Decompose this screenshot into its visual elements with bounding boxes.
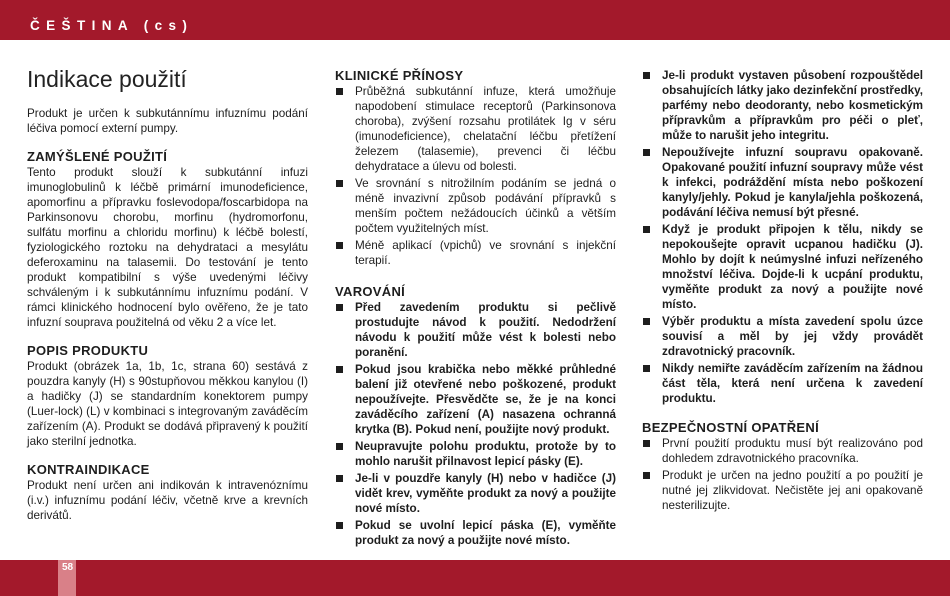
precautions-list	[642, 436, 923, 513]
section-heading-precautions: BEZPEČNOSTNÍ OPATŘENÍ	[642, 420, 819, 435]
section-heading-clinical-benefits: KLINICKÉ PŘÍNOSY	[335, 68, 464, 83]
bullet-square-icon	[643, 365, 650, 372]
warnings-list	[335, 300, 616, 548]
bullet-square-icon	[336, 242, 343, 249]
list-item-text: Nepoužívejte infuzní soupravu opakovaně. Opakované použití infuzní soupravy může vést k infekci, podráždění místa nebo poškození kanyly/jehly. Pokud je kanyla/jehla poškozená, podávání léčiva nemusí být přesné.	[662, 146, 923, 219]
list-item	[642, 145, 923, 220]
list-item	[335, 300, 616, 360]
section-heading-product-description: POPIS PRODUKTU	[27, 343, 149, 358]
warnings-list-continued	[642, 68, 923, 406]
list-item	[642, 468, 923, 513]
intro-text: Produkt je určen k subkutánnímu infuznímu podání léčiva pomocí externí pumpy.	[27, 107, 308, 135]
list-item	[642, 361, 923, 406]
list-item-text: Před zavedením produktu si pečlivě prostudujte návod k použití. Nedodržení návodu k použití může vést k bolesti nebo poranění.	[355, 301, 616, 359]
bullet-square-icon	[643, 149, 650, 156]
clinical-benefits-list	[335, 84, 616, 268]
list-item	[642, 68, 923, 143]
list-item	[642, 222, 923, 312]
list-item-text: Neupravujte polohu produktu, protože by to mohlo narušit přilnavost lepicí pásky (E).	[355, 440, 616, 468]
section-heading-intended-use: ZAMÝŠLENÉ POUŽITÍ	[27, 149, 168, 164]
list-item-text: První použití produktu musí být realizováno pod dohledem zdravotnického pracovníka.	[662, 437, 923, 465]
intended-use-text: Tento produkt slouží k subkutánní infuzi imunoglobulinů k léčbě primární imunodeficience, apomorfinu a přípravku foslevodopa/foscarbidopa na Parkinsonovu chorobu, morfinu (hydromorfonu, sulfátu morfinu a chloridu morfinu) k léčbě bolestí, fyziologického roztoku na dehydrataci a mesylátu deferoxaminu na talasemii. Do testování je tento produkt kompatibilní s výše uvedenými léčivy schváleným i k subkutánnímu infuznímu podání. V rámci klinického hodnocení bylo ověřeno, že je tato infuzní souprava použitelná od věku 2 a více let.	[27, 166, 308, 329]
page-number: 58	[62, 562, 74, 573]
bullet-square-icon	[336, 366, 343, 373]
bullet-square-icon	[336, 88, 343, 95]
column-left	[27, 60, 308, 523]
bullet-square-icon	[643, 472, 650, 479]
bullet-square-icon	[336, 304, 343, 311]
list-item	[335, 471, 616, 516]
list-item	[335, 238, 616, 268]
contraindications-text: Produkt není určen ani indikován k intravenóznímu (i.v.) infuznímu podání léčiv, včetně krve a krevních derivátů.	[27, 479, 308, 522]
list-item	[335, 362, 616, 437]
list-item	[642, 314, 923, 359]
list-item-text: Ve srovnání s nitrožilním podáním se jedná o méně invazivní způsob podávání přípravků s menším počtem nežádoucích účinků a větším počtem využitelných míst.	[355, 177, 616, 235]
list-item	[335, 518, 616, 548]
bullet-square-icon	[336, 443, 343, 450]
list-item-text: Produkt je určen na jedno použití a po použití je nutné jej zlikvidovat. Nečistěte jej ani opakovaně nesterilizujte.	[662, 469, 923, 512]
list-item-text: Je-li produkt vystaven působení rozpouštědel obsahujících látky jako dezinfekční prostředky, parfémy nebo deodoranty, nebo kosmetickým přípravkům a přípravkům pro péči o pleť, může to narušit jeho integritu.	[662, 69, 923, 142]
list-item	[335, 439, 616, 469]
product-description-text: Produkt (obrázek 1a, 1b, 1c, strana 60) sestává z pouzdra kanyly (H) s 90stupňovou měkkou kanylou (I) a hadičky (J) se standardním konektorem pumpy (Luer-lock) (L) v kombinaci s integrovaným zaváděcím zařízením (A). Produkt se dodává připravený k použití jako sterilní jednotka.	[27, 360, 308, 448]
list-item	[335, 84, 616, 174]
bullet-square-icon	[643, 226, 650, 233]
list-item-text: Když je produkt připojen k tělu, nikdy se nepokoušejte opravit ucpanou hadičku (J). Mohlo by dojít k neúmyslné infuzi neřízeného množství léčiva. Dojde-li k ucpání produktu, vyměňte produkt za nový a použijte nové místo.	[662, 223, 923, 311]
list-item-text: Pokud jsou krabička nebo měkké průhledné balení již otevřené nebo poškozené, produkt nepoužívejte. Přesvědčte se, že je na konci zaváděcího zařízení (A) nasazena ochranná krytka (B). Pokud není, použijte nový produkt.	[355, 363, 616, 436]
bullet-square-icon	[336, 180, 343, 187]
header-bar	[0, 0, 950, 40]
list-item-text: Nikdy nemiřte zaváděcím zařízením na žádnou část těla, která není určena k zavedení produktu.	[662, 362, 923, 405]
bullet-square-icon	[336, 522, 343, 529]
bullet-square-icon	[643, 72, 650, 79]
list-item	[642, 436, 923, 466]
list-item-text: Méně aplikací (vpichů) ve srovnání s injekční terapií.	[355, 239, 616, 267]
section-heading-contraindications: KONTRAINDIKACE	[27, 462, 150, 477]
bullet-square-icon	[643, 318, 650, 325]
language-label: ČEŠTINA (cs)	[30, 18, 194, 33]
column-right	[642, 68, 923, 515]
bullet-square-icon	[336, 475, 343, 482]
list-item	[335, 176, 616, 236]
bullet-square-icon	[643, 440, 650, 447]
section-heading-warnings: VAROVÁNÍ	[335, 284, 406, 299]
column-middle	[335, 68, 616, 550]
list-item-text: Průběžná subkutánní infuze, která umožňuje napodobení stimulace receptorů (Parkinsonova choroba), zvýšení rozsahu protilátek Ig v séru (imunodeficience), chelatační léčbu přetížení železem (talasemie), prevenci či léčbu dehydratace a úlevu od bolesti.	[355, 85, 616, 173]
footer-bar	[0, 560, 950, 596]
list-item-text: Je-li v pouzdře kanyly (H) nebo v hadičce (J) vidět krev, vyměňte produkt za nový a použijte nové místo.	[355, 472, 616, 515]
list-item-text: Pokud se uvolní lepicí páska (E), vyměňte produkt za nový a použijte nové místo.	[355, 519, 616, 547]
page-title: Indikace použití	[27, 66, 187, 92]
list-item-text: Výběr produktu a místa zavedení spolu úzce souvisí a měl by jej vždy provádět zdravotnický pracovník.	[662, 315, 923, 358]
